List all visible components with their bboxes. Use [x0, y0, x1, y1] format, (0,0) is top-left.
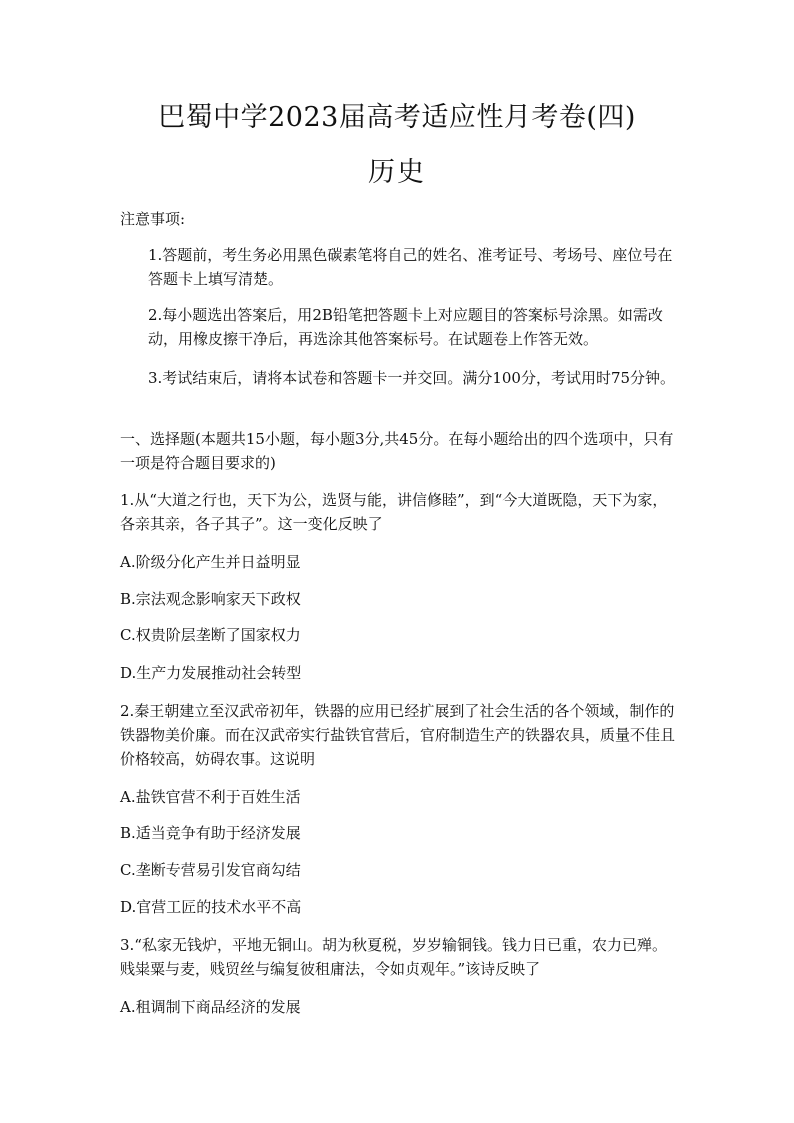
question-stem: 1.从“大道之行也，天下为公，选贤与能，讲信修睦”，到“今大道既隐，天下为家，各亲其亲，各子其子”。这一变化反映了 [120, 491, 668, 533]
question-stem: 3.“私家无钱炉，平地无铜山。胡为秋夏税，岁岁输铜钱。钱力日已重，农力已殚。贱粜粟与麦，贱贸丝与编复彼租庸法，令如贞观年。”该诗反映了 [120, 936, 667, 978]
question-option: D.生产力发展推动社会转型 [120, 664, 302, 682]
section-heading: 一、选择题(本题共15小题，每小题3分,共45分。在每小题给出的四个选项中，只有一项是符合题目要求的) [120, 430, 674, 472]
question-option: B.宗法观念影响家天下政权 [120, 590, 301, 608]
notice-item: 1.答题前，考生务必用黑色碳素笔将自己的姓名、准考证号、考场号、座位号在答题卡上填写清楚。 [148, 246, 673, 288]
exam-title: 巴蜀中学2023届高考适应性月考卷(四) [158, 102, 636, 133]
question-option: A.租调制下商品经济的发展 [120, 998, 301, 1016]
question-option: C.垄断专营易引发官商勾结 [120, 861, 301, 879]
question-stem: 2.秦王朝建立至汉武帝初年，铁器的应用已经扩展到了社会生活的各个领域，制作的铁器物美价廉。而在汉武帝实行盐铁官营后，官府制造生产的铁器农具，质量不佳且价格较高，妨碍农事。这说明 [120, 702, 676, 768]
question-option: A.阶级分化产生并日益明显 [120, 553, 301, 571]
exam-subject: 历史 [368, 157, 426, 188]
question-option: A.盐铁官营不利于百姓生活 [120, 788, 301, 806]
question-option: B.适当竞争有助于经济发展 [120, 824, 301, 842]
question-option: C.权贵阶层垄断了国家权力 [120, 626, 301, 644]
notice-item: 2.每小题选出答案后，用2B铅笔把答题卡上对应题目的答案标号涂黑。如需改动，用橡皮擦干净后，再选涂其他答案标号。在试题卷上作答无效。 [148, 306, 663, 348]
notice-item: 3.考试结束后，请将本试卷和答题卡一并交回。满分100分，考试用时75分钟。 [148, 369, 676, 387]
notice-heading: 注意事项: [120, 210, 186, 228]
question-option: D.官营工匠的技术水平不高 [120, 898, 302, 916]
